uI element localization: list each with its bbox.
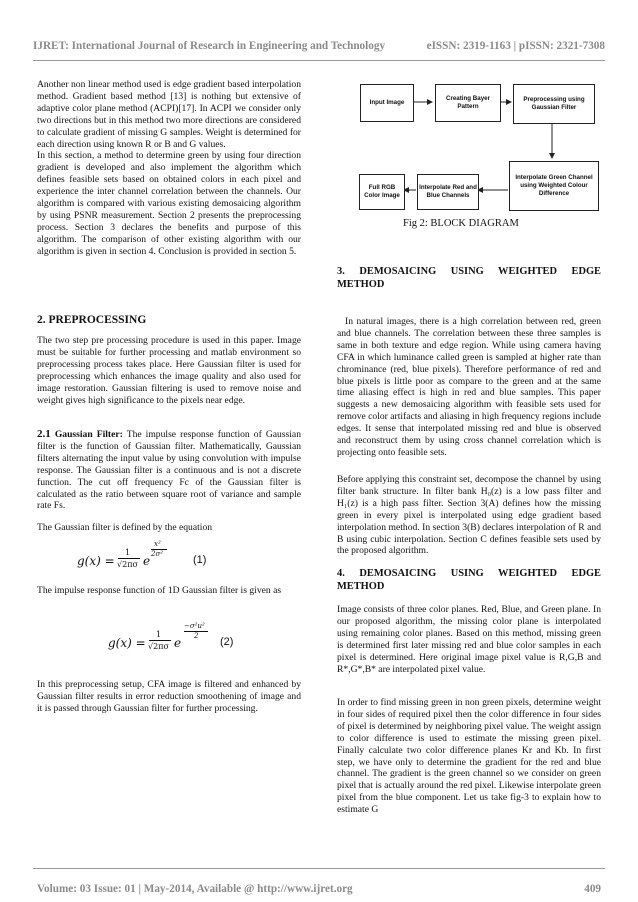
equation-1 [77,538,277,578]
subsection-number: 2.1 [37,428,51,440]
page-number: 409 [584,883,601,895]
eq2-fraction-bar [149,640,171,641]
section-4-title: 4. DEMOSAICING USING WEIGHTED EDGE METHOD [337,568,601,592]
journal-name: IJRET: International Journal of Research in Engineering and Technology [33,40,386,52]
box-input-image: Input Image [360,84,414,122]
eq1-e: e [143,554,151,568]
section-2-text [37,335,301,406]
section-3-text-2 [337,474,601,557]
block-diagram [345,80,605,230]
box-full-rgb-image: Full RGB Color Image [359,174,405,210]
eq1-lhs: g(x) = [77,554,115,568]
eq2-lhs: g(x) = [108,636,146,650]
eq1-fraction-bar [118,558,140,559]
eq2-exp-numerator: −σ²u² [184,622,205,630]
subsection-2-1 [37,429,301,512]
section-2-title: 2. PREPROCESSING [37,314,147,326]
section-3-paragraph-1: In natural images, there is a high correlation between red, green and blue channels. The correlation between these three samples is same in both texture and edge region. While using camera having CFA in which luminance called green is sampled at higher rate than chrominance (red, blue pixels). Therefore performance of red and blue pixels is little poor as compare to the green and at the same time aliasing effect is high in red and blue samples. This paper suggests a new demosaicing algorithm with feasible sets used for remove color artifacts and aliasing in high frequency regions include edges. It sense that interpolated missing red and blue is observed and reconstruct them by using cross channel correlation which is projecting onto feasible sets. [337,316,602,458]
volume-info: Volume: 03 Issue: 01 | May-2014, Available @ http://www.ijret.org [37,883,353,895]
intro-paragraph-2: In this section, a method to determine green by using four direction gradient is developed and also implement the algorithm which defines feasible sets based on obtained colors in each pixel and experience the inter channel correlation between the channels. Our algorithm is compared with various existing demosaicing algorithm by using PSNR measurement. Section 2 presents the preprocessing process. Section 3 declares the benefits and purpose of this algorithm. The comparison of other existing algorithm with our algorithm is given in section 4. Conclusion is provided in section 5. [37,150,301,257]
eq1-denominator: √2πσ [117,560,138,569]
equation-2 [108,620,308,660]
section-4-paragraph-1: Image consists of three color planes. Red, Blue, and Green plane. In our proposed algorithm, the missing color plane is interpolated using remaining color planes. Based on this method, missing green is determined first later missing red and blue color samples in each pixel is determined. Here original image pixel value is R,G,B and R*,G*,B* are interpolated pixel value. [337,604,601,675]
footer-rule [33,868,605,869]
preprocessing-paragraph: The two step pre processing procedure is used in this paper. Image must be suitable for further processing and matlab environment so preprocessing process takes place. Here Gaussian filter is used for preprocessing which enhances the image quality and also used for image restoration. Gaussian filtering is used to remove noise and weight gives high significance to the pixels near edge. [37,335,301,406]
eq2-denominator: √2πσ [148,642,169,651]
eq1-exp-numerator: x² [154,540,161,548]
impulse-intro: The impulse response function of 1D Gaussian filter is given as [37,585,282,596]
section-3-paragraph-2: Before applying this constraint set, decompose the channel by using filter bank structure. In filter bank H₀(z) is a low pass filter and H₁(z) is a high pass filter. Section 3(A) defines how the missing green in every pixel is interpolated using edge gradient based interpolation method. In section 3(B) declares interpolation of R and B using cubic interpolation. Section C defines feasible sets used by the proposed algorithm. [337,474,601,557]
eq1-exp-denominator: 2σ² [151,550,164,558]
eq2-numerator: 1 [156,630,162,639]
eq1-label: (1) [193,554,207,566]
section-4-paragraph-2: In order to find missing green in non green pixels, determine weight in four sides of required pixel then the color difference in four sides of pixel is determined by neighboring pixel value. The weight assign to color difference is used to estimate the missing green pixel. Finally calculate two color difference planes Kr and Kb. In first step, we have only to determine the gradient for the red and blue channel. The gradient is the green channel so we consider on green pixel that is actually around the red pixel. Likewise interpolate green pixel from the blue component. Let us take fig-3 to explain how to estimate G [337,697,602,816]
closing-paragraph: In this preprocessing setup, CFA image is filtered and enhanced by Gaussian filter results in error reduction smoothening of image and it is passed through Gaussian filter for further processing. [37,679,301,714]
box-creating-bayer-pattern: Creating Bayer Pattern [435,84,501,122]
box-interpolate-red-blue: Interpolate Red and Blue Channels [417,174,479,210]
section-4-text-2 [337,697,601,816]
subsection-text: The impulse response function of Gaussian filter is the function of Gaussian filter. Mathematically, Gaussian filters alternating the input value by using convolution with impulse response. The Gaussian filter is a continuous and is not a discrete function. The cut off frequency Fc of the Gaussian filter is calculated as the ratio between square root of variance and sample rate Fs. [37,429,301,512]
eq2-e: e [174,636,182,650]
section-4-text [337,604,601,675]
subsection-title: Gaussian Filter: [54,429,123,440]
intro-text [37,79,301,258]
eq2-exp-denominator: 2 [194,632,199,640]
section-3-title: 3. DEMOSAICING USING WEIGHTED EDGE METHOD [337,266,601,290]
figure-caption: Fig 2: BLOCK DIAGRAM [403,218,519,229]
equation-intro: The Gaussian filter is defined by the equation [37,522,213,533]
eq1-numerator: 1 [125,548,131,557]
issn: eISSN: 2319-1163 | pISSN: 2321-7308 [426,40,605,52]
box-preprocessing-gaussian: Preprocessing using Gaussian Filter [513,84,595,124]
eq2-label: (2) [220,636,234,648]
intro-paragraph-1: Another non linear method used is edge gradient based interpolation method. Gradient based method [13] is nothing but extensive of adaptive color plane method (ACPI)[17]. In ACPI we consider only two directions but in this method two more directions are considered to calculate gradient of missing G samples. Weight is determined for each direction using known R or B and G values. [37,79,301,150]
box-interpolate-green: Interpolate Green Channel using Weighted Colour Difference [509,161,599,211]
header-rule [33,60,605,61]
section-3-text [337,316,601,459]
